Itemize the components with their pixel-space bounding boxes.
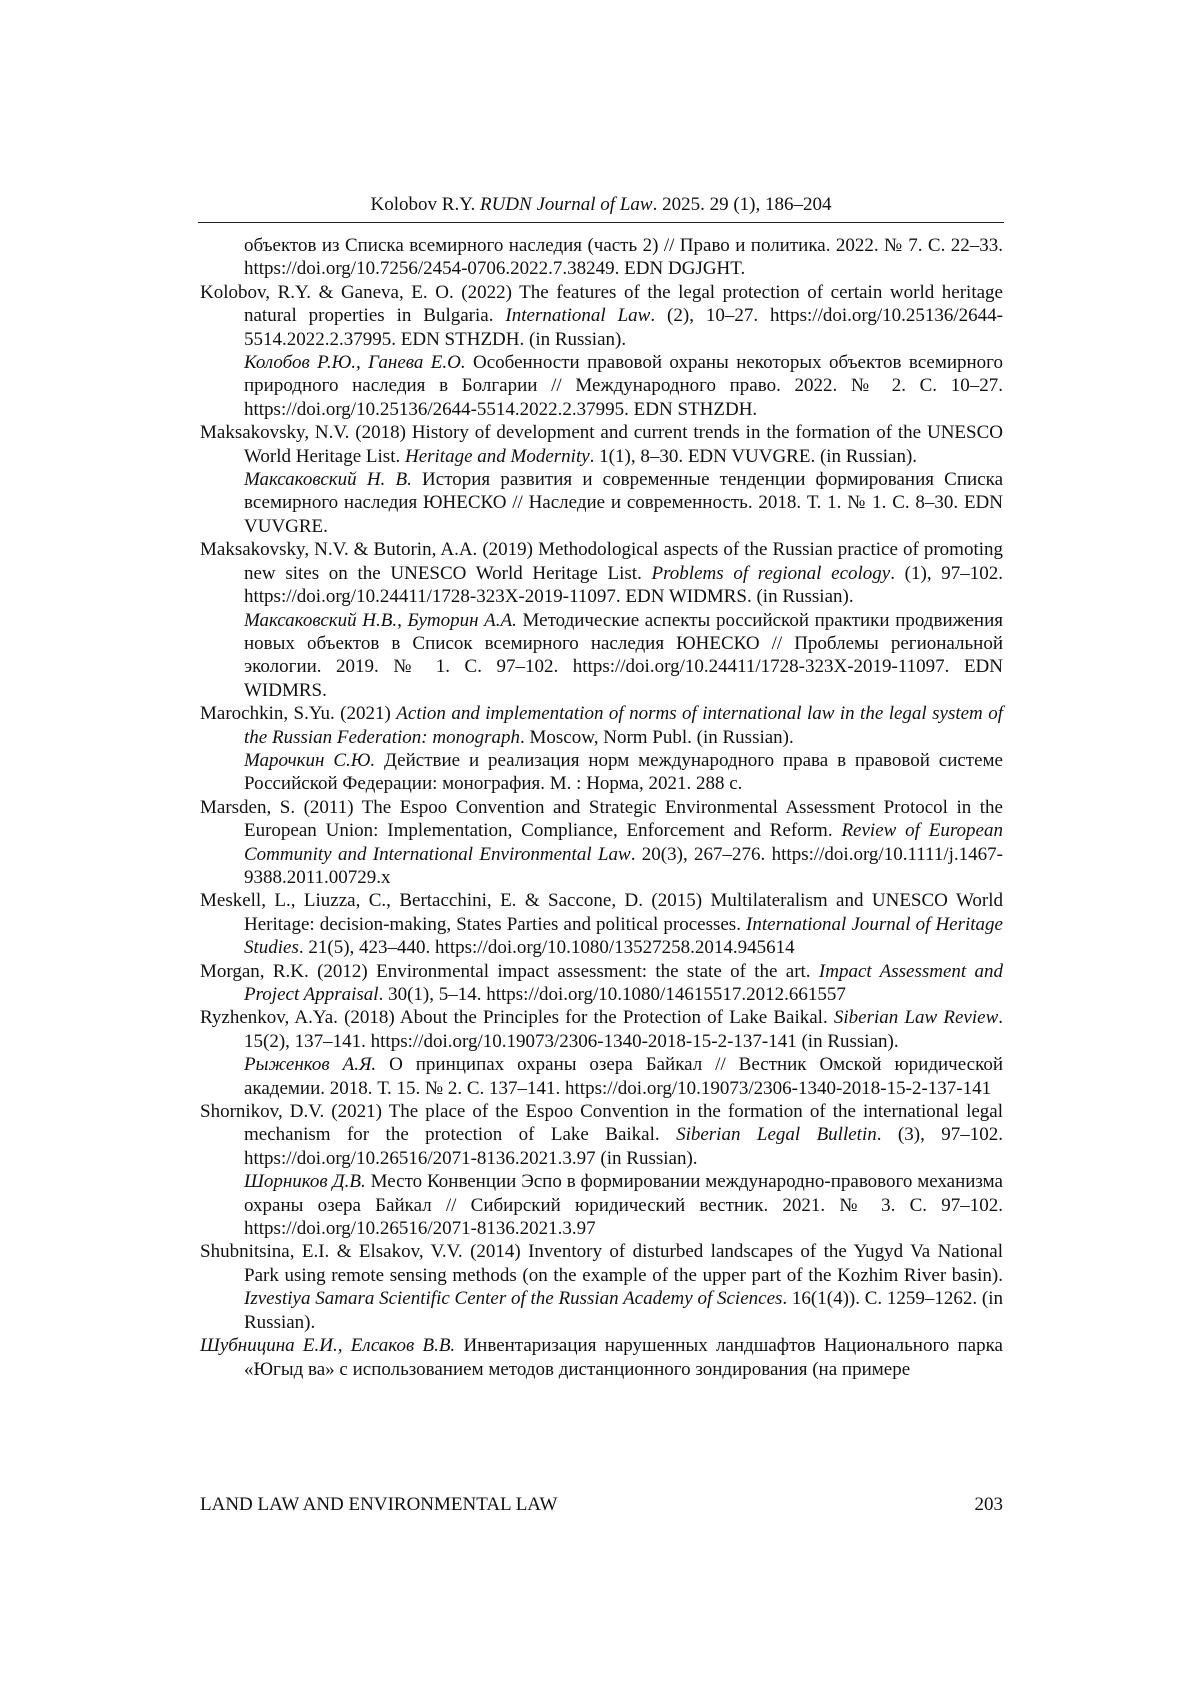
text-run: . 15(2), 137–141. https://doi.org/10.19073/2306-1340-2018-15-2-137-141 (in Russian). xyxy=(244,1007,1003,1052)
text-run: . (3), 97–102. https://doi.org/10.26516/2071-8136.2021.3.97 (in Russian). xyxy=(244,1124,1003,1169)
reference-entry xyxy=(200,234,1003,281)
text-run: . 20(3), 267–276. https://doi.org/10.1111/j.1467-9388.2011.00729.x xyxy=(244,843,1003,888)
italic-run: Problems of regional ecology xyxy=(651,562,891,584)
reference-entry xyxy=(200,702,1003,749)
italic-run: Максаковский Н. В. xyxy=(244,469,412,491)
text-run: . 16(1(4)). С. 1259–1262. (in Russian). xyxy=(244,1288,1004,1333)
reference-entry xyxy=(200,1334,1003,1381)
text-run: Shubnitsina, E.I. & Elsakov, V.V. (2014) Inventory of disturbed landscapes of the Yugyd Va National Park using remote sensing methods (on the example of the upper part of the Kozhim River basin). xyxy=(200,1241,1003,1286)
italic-run: Action and implementation of norms of international law in the legal system of the Russian Federation: monograph xyxy=(244,703,1003,748)
header-issue: . 2025. 29 (1), 186–204 xyxy=(652,194,832,215)
reference-list xyxy=(200,234,1003,1381)
text-run: . 30(1), 5–14. https://doi.org/10.1080/14615517.2012.661557 xyxy=(378,984,846,1005)
text-run: Shornikov, D.V. (2021) The place of the Espoo Convention in the formation of the international legal mechanism for the protection of Lake Baikal. xyxy=(200,1101,1003,1146)
text-run: . (2), 10–27. https://doi.org/10.25136/2644-5514.2022.2.37995. EDN STHZDH. (in Russian). xyxy=(244,305,1003,350)
italic-run: Рыженков А.Я. xyxy=(244,1054,377,1076)
italic-run: Максаковский Н.В., Буторин А.А. xyxy=(244,609,517,631)
italic-run: International Law xyxy=(505,305,651,327)
text-run: Marsden, S. (2011) The Espoo Convention and Strategic Environmental Assessment Protocol in the European Union: Implementation, Compliance, Enforcement and Reform. xyxy=(200,796,1003,842)
reference-russian-original xyxy=(200,609,1003,703)
text-run: Методические аспекты российской практики продвижения новых объектов в Список всемирного наследия ЮНЕСКО // Проблемы региональной экологии. 2019. № 1. С. 97–102. https://doi.org/10.24411/1728-323X-2019-11097. EDN WIDMRS. xyxy=(244,609,1004,701)
text-run: Meskell, L., Liuzza, C., Bertacchini, E. & Saccone, D. (2015) Multilateralism and UNESCO World Heritage: decision-making, States Parties and political processes. xyxy=(200,890,1003,935)
reference-russian-original xyxy=(200,749,1003,796)
text-run: История развития и современные тенденции формирования Списка всемирного наследия ЮНЕСКО // Наследие и современность. 2018. Т. 1. № 1. С. 8–30. EDN VUVGRE. xyxy=(244,469,1003,537)
reference-russian-original xyxy=(200,1053,1003,1100)
text-run: Инвентаризация нарушенных ландшафтов Национального парка «Югыд ва» с использованием методов дистанционного зондирования (на примере xyxy=(244,1335,1003,1380)
header-journal: RUDN Journal of Law xyxy=(479,194,653,215)
italic-run: Izvestiya Samara Scientific Center of the Russian Academy of Sciences xyxy=(244,1288,783,1310)
text-run: . (1), 97–102. https://doi.org/10.24411/1728-323X-2019-11097. EDN WIDMRS. (in Russian). xyxy=(244,562,1004,608)
text-run: О принципах охраны озера Байкал // Вестник Омской юридической академии. 2018. Т. 15. № 2. С. 137–141. https://doi.org/10.19073/2306-1340-2018-15-2-137-141 xyxy=(244,1054,1003,1099)
running-header xyxy=(198,193,1004,217)
text-run: Morgan, R.K. (2012) Environmental impact assessment: the state of the art. xyxy=(200,960,819,982)
reference-russian-original xyxy=(200,468,1003,538)
footer-section: LAND LAW AND ENVIRONMENTAL LAW xyxy=(200,1494,558,1515)
text-run: Maksakovsky, N.V. & Butorin, A.A. (2019) Methodological aspects of the Russian practice of promoting new sites on the UNESCO World Heritage List. xyxy=(200,539,1003,584)
reference-entry xyxy=(200,796,1003,890)
italic-run: Review of European Community and International Environmental Law xyxy=(244,820,1003,865)
text-run: Место Конвенции Эспо в формировании международно-правового механизма охраны озера Байкал // Сибирский юридический вестник. 2021. № 3. С. 97–102. https://doi.org/10.26516/2071-8136.2021.3.97 xyxy=(244,1171,1003,1240)
text-run: Ryzhenkov, A.Ya. (2018) About the Principles for the Protection of Lake Baikal. xyxy=(200,1007,834,1029)
italic-run: Шубницина Е.И., Елсаков В.В. xyxy=(200,1335,456,1357)
italic-run: Марочкин С.Ю. xyxy=(244,749,376,771)
reference-entry xyxy=(200,421,1003,468)
reference-entry xyxy=(200,1240,1003,1334)
reference-entry xyxy=(200,1006,1003,1053)
text-run: Maksakovsky, N.V. (2018) History of development and current trends in the formation of the UNESCO World Heritage List. xyxy=(200,422,1003,467)
text-run: объектов из Списка всемирного наследия (часть 2) // Право и политика. 2022. № 7. С. 22–33. https://doi.org/10.7256/2454-0706.2022.7.38249. EDN DGJGHT. xyxy=(244,235,1003,280)
italic-run: International Journal of Heritage Studies xyxy=(244,913,1003,959)
text-run: . 1(1), 8–30. EDN VUVGRE. (in Russian). xyxy=(589,445,918,467)
reference-entry xyxy=(200,281,1003,351)
text-run: Действие и реализация норм международного права в правовой системе Российской Федерации: монография. М. : Норма, 2021. 288 с. xyxy=(244,749,1003,795)
reference-entry xyxy=(200,960,1003,1007)
italic-run: Колобов Р.Ю., Ганева Е.О. xyxy=(244,352,466,374)
italic-run: Heritage and Modernity xyxy=(404,445,590,467)
text-run: Kolobov, R.Y. & Ganeva, E. O. (2022) The features of the legal protection of certain world heritage natural properties in Bulgaria. xyxy=(200,281,1003,327)
reference-russian-original xyxy=(200,351,1003,421)
page-number: 203 xyxy=(974,1494,1003,1515)
text-run: Особенности правовой охраны некоторых объектов всемирного природного наследия в Болгарии // Международного право. 2022. № 2. С. 10–27. https://doi.org/10.25136/2644-5514.2022.2.37995. EDN STHZDH. xyxy=(244,352,1004,420)
reference-entry xyxy=(200,1100,1003,1170)
italic-run: Шорников Д.В. xyxy=(244,1171,366,1193)
header-rule xyxy=(198,222,1004,223)
header-author: Kolobov R.Y. xyxy=(370,194,476,215)
text-run: . Moscow, Norm Publ. (in Russian). xyxy=(520,726,794,748)
reference-russian-original xyxy=(200,1170,1003,1240)
italic-run: Impact Assessment and Project Appraisal xyxy=(244,960,1004,1005)
running-footer xyxy=(200,1493,1003,1517)
text-run: . 21(5), 423–440. https://doi.org/10.1080/13527258.2014.945614 xyxy=(298,937,795,959)
text-run: Marochkin, S.Yu. (2021) xyxy=(200,703,397,725)
italic-run: Siberian Legal Bulletin xyxy=(676,1124,877,1146)
italic-run: Siberian Law Review xyxy=(833,1007,999,1029)
reference-entry xyxy=(200,538,1003,608)
reference-entry xyxy=(200,889,1003,959)
